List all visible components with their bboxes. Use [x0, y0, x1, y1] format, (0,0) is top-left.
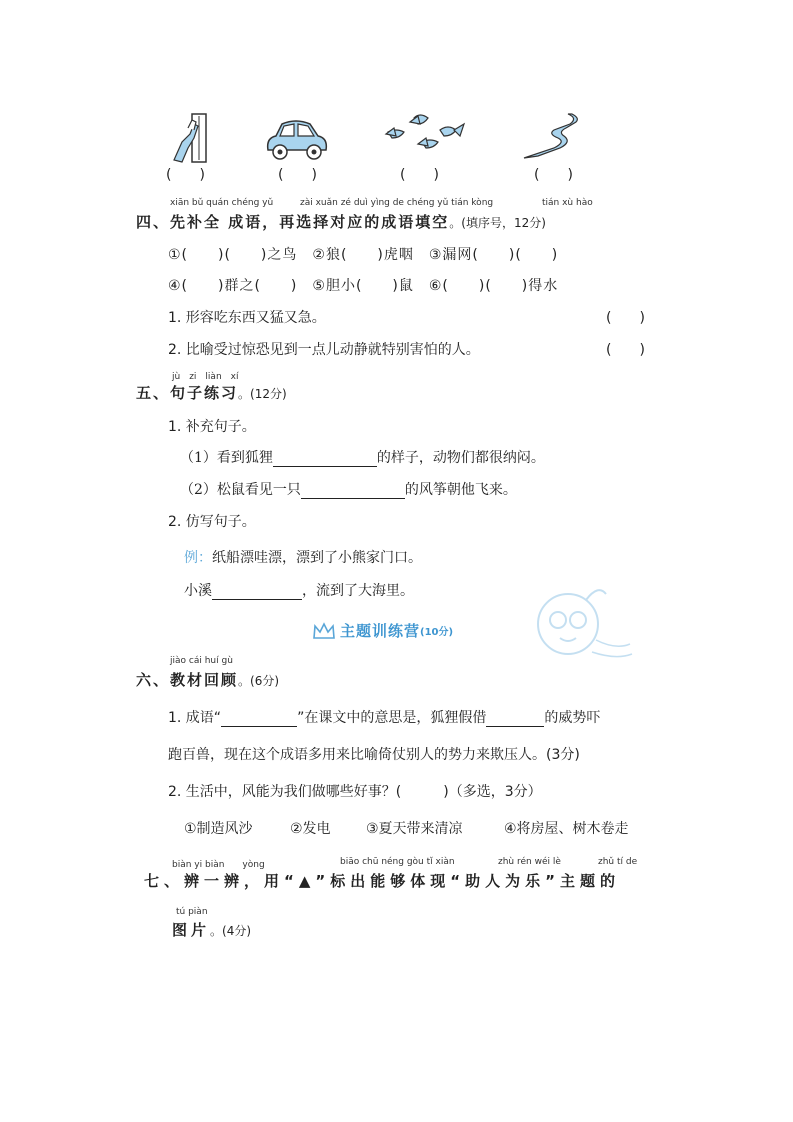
mascot-icon — [526, 580, 636, 670]
s5-sentence-2-pre: （2）松鼠看见一只 — [180, 482, 301, 498]
s4-options-row-1: ①( )( )之鸟 ②狼( )虎咽 ③漏网( )( ) — [168, 247, 559, 263]
mascot-watermark — [526, 580, 636, 674]
car-icon — [262, 116, 330, 162]
s5-imitate-post: ，流到了大海里。 — [302, 583, 414, 599]
s5-sentence-1-pre: （1）看到狐狸 — [180, 450, 273, 466]
picture-answer-1[interactable]: ( ) — [166, 167, 205, 183]
s6-q1-blank-2[interactable] — [486, 712, 544, 727]
s5-question-1: 1. 补充句子。 — [168, 419, 256, 435]
s6-score: 。(6分) — [238, 674, 280, 688]
banner-score: (10分) — [420, 627, 454, 638]
s6-heading — [136, 669, 279, 690]
picture-answer-3[interactable]: ( ) — [400, 167, 439, 183]
s5-score: 。(12分) — [238, 387, 287, 401]
s7-pinyin-1: biàn yi biàn yòng — [172, 860, 265, 870]
s7-title-a: 辨一辨，用“▲”标出能够体现“助人为乐”主题的 — [184, 872, 620, 890]
s5-imitate-blank[interactable] — [212, 585, 302, 600]
s5-imitate-pre: 小溪 — [184, 583, 212, 599]
s5-heading — [136, 382, 287, 403]
picture-wiping-window — [168, 112, 212, 164]
s6-option-1: ①制造风沙 — [184, 821, 253, 837]
s4-title-b: 再选择对应的成语填空 — [279, 213, 450, 231]
picture-answer-2[interactable]: ( ) — [278, 167, 317, 183]
s4-question-2-answer[interactable]: ( ) — [606, 342, 645, 358]
s6-num: 六、 — [136, 671, 171, 689]
s6-question-1-line-1 — [168, 707, 600, 727]
s5-question-2: 2. 仿写句子。 — [168, 514, 256, 530]
s7-num: 七、 — [144, 872, 185, 890]
s5-example-label: 例： — [184, 550, 212, 566]
s5-example-text: 纸船漂哇漂，漂到了小熊家门口。 — [212, 550, 422, 566]
s4-pinyin-3: tián xù hào — [542, 198, 593, 208]
s6-option-4: ④将房屋、树木卷走 — [504, 821, 629, 837]
s6-q1-a: 1. 成语“ — [168, 710, 222, 726]
s4-pinyin-2: zài xuǎn zé duì yìng de chéng yǔ tián kòng — [300, 198, 494, 208]
s5-sentence-2-post: 的风筝朝他飞来。 — [404, 482, 517, 498]
s4-title-a: 先补全 成语， — [170, 213, 280, 231]
s6-q1-c: 的威势吓 — [544, 710, 601, 726]
flying-birds-icon — [384, 112, 472, 158]
s7-pinyin-3: zhù rén wéi lè — [498, 857, 561, 867]
s4-num: 四、 — [136, 213, 171, 231]
s4-title-e: ，12分) — [501, 216, 546, 230]
s4-title-c: 。( — [449, 216, 466, 230]
banner-title: 主题训练营 — [340, 622, 421, 640]
s5-sentence-2 — [180, 479, 517, 499]
s4-heading — [136, 211, 546, 232]
picture-car — [262, 116, 330, 162]
s7-pinyin-2: biāo chū néng gòu tǐ xiàn — [340, 857, 455, 867]
s7-score: 。(4分) — [210, 924, 252, 938]
s4-question-1-answer[interactable]: ( ) — [606, 310, 645, 326]
s6-question-2: 2. 生活中，风能为我们做哪些好事？( )（多选，3分） — [168, 784, 542, 800]
wiping-window-icon — [168, 112, 212, 164]
theme-banner — [312, 620, 453, 641]
s4-title-d: 填序号 — [465, 216, 502, 230]
s5-title: 句子练习 — [170, 384, 239, 402]
s6-title: 教材回顾 — [170, 671, 239, 689]
s7-pinyin-4: zhǔ tí de — [598, 857, 638, 867]
s6-q1-d: 跑百兽，现在这个成语多用来比喻倚仗别人的势力来欺压人。(3分) — [168, 747, 580, 763]
s6-option-2: ②发电 — [290, 821, 331, 837]
s5-example — [184, 547, 422, 567]
s6-q1-blank-1[interactable] — [221, 712, 297, 727]
s6-q1-b: ”在课文中的意思是，狐狸假借 — [297, 710, 487, 726]
s7-heading-line-1 — [144, 870, 620, 891]
s4-options-row-2: ④( )群之( ) ⑤胆小( )鼠 ⑥( )( )得水 — [168, 278, 559, 294]
s5-sentence-2-blank[interactable] — [301, 484, 405, 499]
s5-imitate — [184, 580, 414, 600]
s5-sentence-1 — [180, 447, 545, 467]
picture-stream — [520, 112, 580, 160]
s4-question-2: 2. 比喻受过惊恐见到一点儿动静就特别害怕的人。 — [168, 342, 480, 358]
s7-title-b: 图片 — [172, 921, 211, 939]
crown-icon — [312, 622, 336, 640]
s5-pinyin: jù zi liàn xí — [172, 372, 239, 382]
picture-birds — [384, 112, 472, 158]
s6-pinyin: jiào cái huí gù — [170, 656, 233, 666]
s7-heading-line-2 — [172, 919, 251, 940]
s5-sentence-1-post: 的样子，动物们都很纳闷。 — [376, 450, 545, 466]
s4-question-1: 1. 形容吃东西又猛又急。 — [168, 310, 326, 326]
s4-pinyin-1: xiān bǔ quán chéng yǔ — [170, 198, 274, 208]
picture-answer-4[interactable]: ( ) — [534, 167, 573, 183]
s7-pinyin-5: tú piàn — [176, 907, 208, 917]
s6-option-3: ③夏天带来清凉 — [366, 821, 463, 837]
s5-num: 五、 — [136, 384, 171, 402]
s5-sentence-1-blank[interactable] — [273, 452, 377, 467]
flowing-stream-icon — [520, 112, 580, 160]
